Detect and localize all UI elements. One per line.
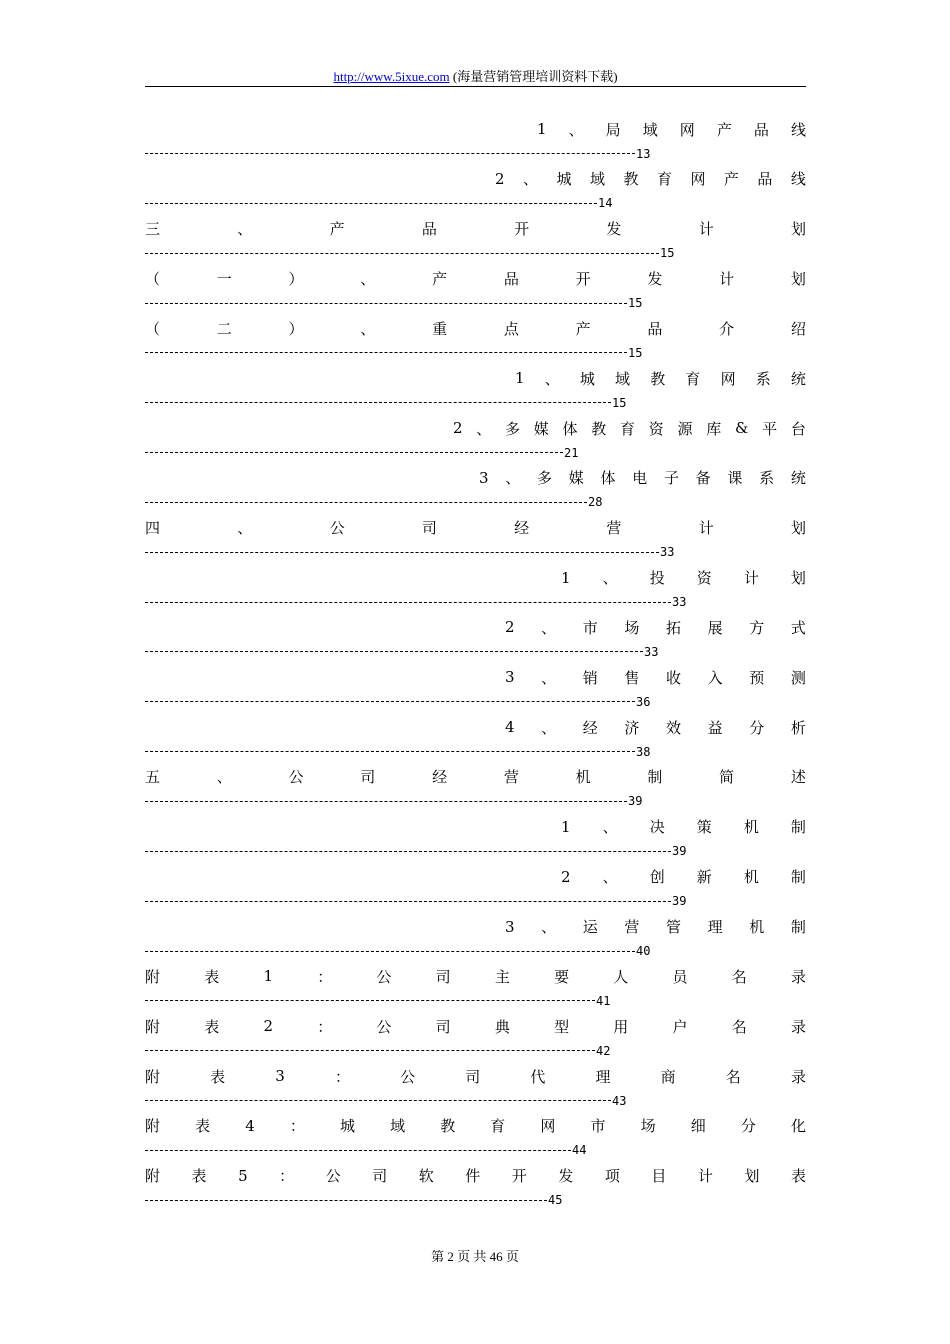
toc-leader-line bbox=[145, 352, 627, 353]
toc-entry[interactable] bbox=[145, 812, 806, 862]
toc-leader bbox=[145, 244, 674, 262]
toc-page-number: 15 bbox=[612, 395, 627, 410]
toc-leader-line bbox=[145, 1100, 611, 1101]
toc-leader bbox=[145, 942, 650, 960]
toc-entry-title: 附 表 1 ： 公 司 主 要 人 员 名 录 bbox=[145, 967, 806, 986]
page-header bbox=[145, 66, 806, 87]
toc-entry-title: 1 、 局 域 网 产 品 线 bbox=[537, 120, 806, 139]
toc-leader bbox=[145, 692, 650, 710]
toc-leader bbox=[145, 742, 650, 760]
toc-entry-title: 3 、 运 营 管 理 机 制 bbox=[505, 917, 806, 936]
toc-page-number: 42 bbox=[596, 1043, 611, 1058]
toc-page-number: 43 bbox=[612, 1093, 627, 1108]
toc-entry-title: 2 、 多 媒 体 教 育 资 源 库 & 平 台 bbox=[453, 419, 806, 438]
toc-leader-line bbox=[145, 1000, 595, 1001]
toc-leader-line bbox=[145, 751, 635, 752]
toc-leader bbox=[145, 1041, 610, 1059]
toc-entry[interactable] bbox=[145, 214, 806, 264]
page-footer: 第 2 页 共 46 页 bbox=[431, 1249, 519, 1264]
toc-page-number: 14 bbox=[598, 196, 613, 211]
toc-entry[interactable] bbox=[145, 413, 806, 463]
toc-leader bbox=[145, 1091, 626, 1109]
toc-entry[interactable] bbox=[145, 712, 806, 762]
toc-page-number: 41 bbox=[596, 993, 611, 1008]
toc-entry-title: 4 、 经 济 效 益 分 析 bbox=[505, 718, 806, 737]
toc-entry-title: 四 、 公 司 经 营 计 划 bbox=[145, 519, 806, 538]
toc-leader-line bbox=[145, 801, 627, 802]
toc-page-number: 15 bbox=[628, 345, 643, 360]
toc-leader bbox=[145, 892, 686, 910]
toc-leader bbox=[145, 842, 686, 860]
toc-leader-line bbox=[145, 602, 671, 603]
toc-page-number: 33 bbox=[644, 644, 659, 659]
toc-entry[interactable] bbox=[145, 912, 806, 962]
toc-leader-line bbox=[145, 1050, 595, 1051]
toc-leader bbox=[145, 343, 642, 361]
toc-page-number: 36 bbox=[636, 694, 651, 709]
toc-leader bbox=[145, 642, 658, 660]
toc-leader-line bbox=[145, 552, 659, 553]
toc-leader-line bbox=[145, 851, 671, 852]
toc-page-number: 21 bbox=[564, 445, 579, 460]
toc-page-number: 28 bbox=[588, 495, 603, 510]
toc-page-number: 15 bbox=[628, 296, 643, 311]
toc-leader-line bbox=[145, 253, 659, 254]
toc-entry[interactable] bbox=[145, 862, 806, 912]
toc-entry-title: 3 、 多 媒 体 电 子 备 课 系 统 bbox=[479, 468, 806, 488]
toc-leader-line bbox=[145, 951, 635, 952]
toc-entry-title: 附 表 3 ： 公 司 代 理 商 名 录 bbox=[145, 1067, 806, 1086]
toc-entry-title: 1 、 城 域 教 育 网 系 统 bbox=[515, 369, 806, 388]
toc-leader-line bbox=[145, 153, 635, 154]
toc-page-number: 38 bbox=[636, 744, 651, 759]
toc-page-number: 39 bbox=[672, 844, 687, 859]
toc-page-number: 33 bbox=[660, 545, 675, 560]
toc-leader bbox=[145, 393, 626, 411]
toc-page-number: 45 bbox=[548, 1193, 563, 1208]
toc-page-number: 33 bbox=[672, 595, 687, 610]
toc-leader-line bbox=[145, 651, 643, 652]
toc-leader bbox=[145, 593, 686, 611]
toc-entry[interactable] bbox=[145, 513, 806, 563]
toc-entry[interactable] bbox=[145, 1011, 806, 1061]
toc-leader bbox=[145, 493, 602, 511]
toc-leader-line bbox=[145, 901, 671, 902]
toc-leader-line bbox=[145, 502, 587, 503]
toc-entry-title: 附 表 5 ： 公 司 软 件 开 发 项 目 计 划 表 bbox=[145, 1166, 806, 1186]
toc-page-number: 15 bbox=[660, 246, 675, 261]
toc-entry-title: 1 、 投 资 计 划 bbox=[561, 568, 806, 588]
toc-entry[interactable] bbox=[145, 961, 806, 1011]
toc-entry-title: 3 、 销 售 收 入 预 测 bbox=[505, 668, 806, 687]
toc-leader bbox=[145, 443, 578, 461]
toc-entry[interactable] bbox=[145, 1111, 806, 1161]
toc-leader bbox=[145, 1191, 562, 1209]
toc-entry[interactable] bbox=[145, 1161, 806, 1211]
header-note: (海量营销管理培训资料下载) bbox=[452, 69, 618, 84]
toc-leader bbox=[145, 1141, 586, 1159]
toc-leader bbox=[145, 294, 642, 312]
toc-leader-line bbox=[145, 303, 627, 304]
toc-page-number: 13 bbox=[636, 146, 651, 161]
toc-leader bbox=[145, 991, 610, 1009]
toc-page-number: 39 bbox=[628, 794, 643, 809]
toc-page-number: 44 bbox=[572, 1143, 587, 1158]
toc-entry[interactable] bbox=[145, 463, 806, 513]
toc-leader bbox=[145, 792, 642, 810]
toc-entry[interactable] bbox=[145, 563, 806, 613]
toc-entry-title: 2 、 城 域 教 育 网 产 品 线 bbox=[495, 169, 806, 189]
toc-entry[interactable] bbox=[145, 114, 806, 164]
toc-leader-line bbox=[145, 1200, 547, 1201]
toc-leader-line bbox=[145, 452, 563, 453]
toc-entry[interactable] bbox=[145, 762, 806, 812]
header-link[interactable]: http://www.5ixue.com bbox=[333, 69, 450, 84]
toc-entry-title: 五 、 公 司 经 营 机 制 简 述 bbox=[145, 768, 806, 787]
toc-page-number: 40 bbox=[636, 944, 651, 958]
toc-entry-title: 1 、 决 策 机 制 bbox=[561, 817, 806, 837]
toc-entry[interactable] bbox=[145, 164, 806, 214]
toc-entry[interactable] bbox=[145, 612, 806, 662]
toc-leader bbox=[145, 194, 612, 212]
toc-leader-line bbox=[145, 402, 611, 403]
toc-entry-title: 2 、 市 场 拓 展 方 式 bbox=[505, 618, 806, 637]
toc-leader bbox=[145, 144, 650, 162]
toc-leader-line bbox=[145, 1150, 571, 1151]
toc-entry[interactable] bbox=[145, 1061, 806, 1111]
toc-entry-title: （ 一 ） 、 产 品 开 发 计 划 bbox=[145, 270, 806, 289]
toc-entry-title: 附 表 2 ： 公 司 典 型 用 户 名 录 bbox=[145, 1017, 806, 1036]
toc-leader-line bbox=[145, 203, 597, 204]
table-of-contents bbox=[145, 114, 806, 1211]
toc-leader bbox=[145, 543, 674, 561]
toc-entry-title: 三 、 产 品 开 发 计 划 bbox=[145, 220, 806, 239]
toc-entry-title: 附 表 4 ： 城 域 教 育 网 市 场 细 分 化 bbox=[145, 1116, 806, 1136]
toc-entry[interactable] bbox=[145, 363, 806, 413]
toc-page-number: 39 bbox=[672, 894, 687, 909]
toc-entry-title: （ 二 ） 、 重 点 产 品 介 绍 bbox=[145, 319, 806, 338]
toc-entry[interactable] bbox=[145, 662, 806, 712]
toc-entry[interactable] bbox=[145, 313, 806, 363]
toc-leader-line bbox=[145, 701, 635, 702]
toc-entry-title: 2 、 创 新 机 制 bbox=[561, 867, 806, 887]
toc-entry[interactable] bbox=[145, 264, 806, 314]
